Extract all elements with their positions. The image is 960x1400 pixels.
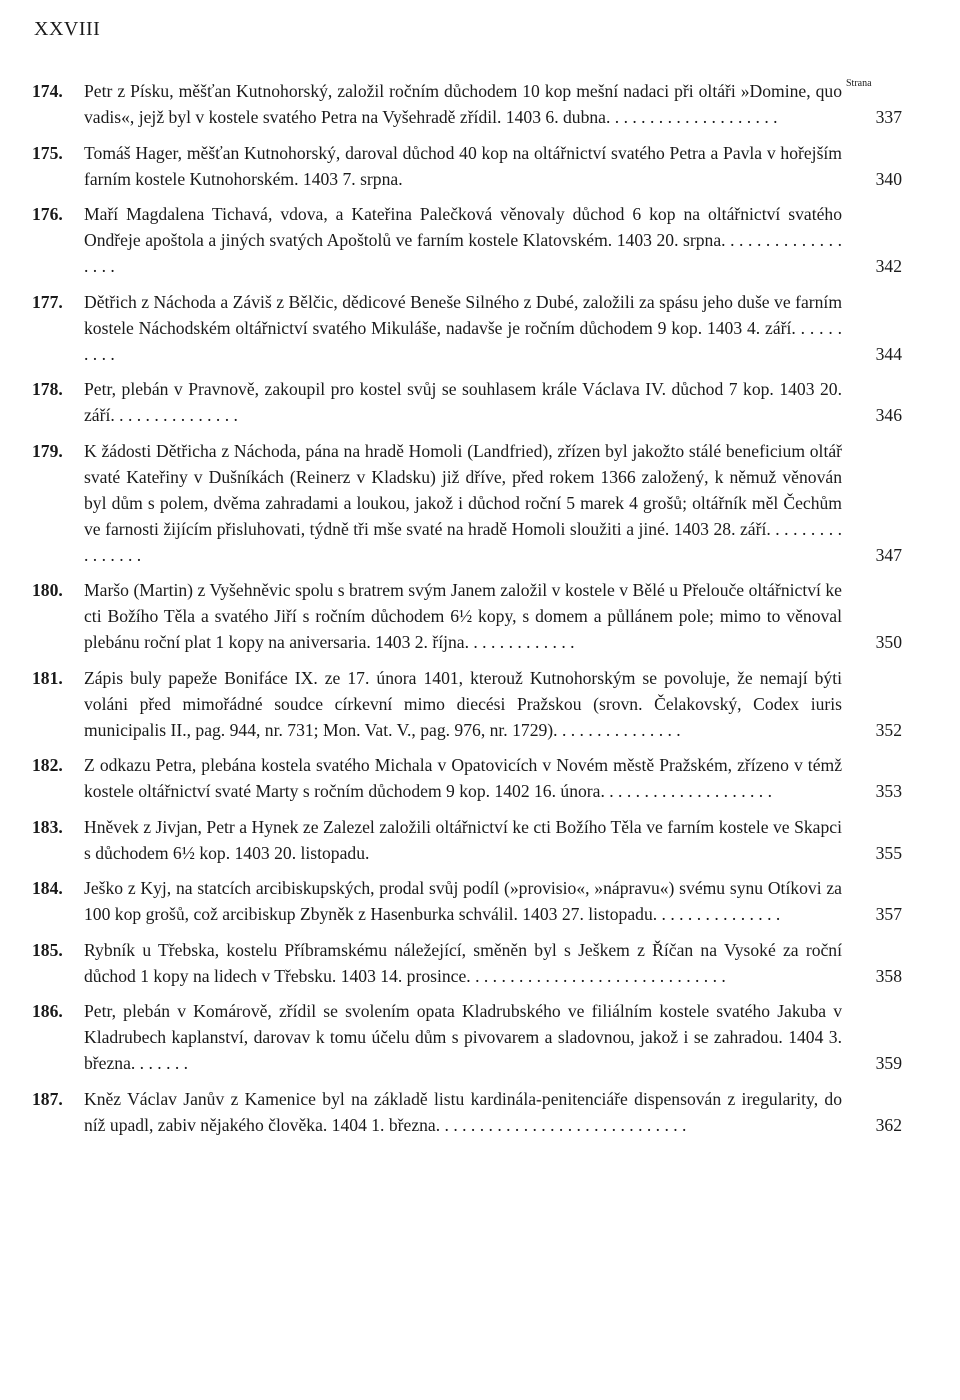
entry-177 (32, 289, 902, 367)
entry-page-ref: 342 (875, 256, 902, 276)
entry-number: 174. (32, 81, 63, 101)
entry-text: Dětřich z Náchoda a Záviš z Bělčic, dědicové Beneše Silného z Dubé, založili za spásu jeho duše ve farním kostele Náchodském oltářnictví svatého Mikuláše, nadavše je ročním důchodem 9 kop. 1403 4. září. . . . . . . . . . (84, 291, 842, 364)
entry-page-ref: 347 (875, 544, 902, 565)
entry-page-ref: 358 (875, 965, 902, 986)
entry-174 (32, 78, 902, 130)
entry-number: 178. (32, 379, 63, 399)
entry-text: Hněvek z Jivjan, Petr a Hynek ze Zalezel založili oltářnictví ke cti Božího Těla ve farním kostele ve Skapci s důchodem 6½ kop. 1403 20. listopadu. (84, 816, 842, 863)
entry-number: 183. (32, 816, 63, 837)
entry-page-ref: 353 (875, 781, 902, 801)
entry-176 (32, 201, 902, 279)
entry-182 (32, 752, 902, 804)
entry-page-ref: 357 (875, 904, 902, 924)
entry-page-ref: 337 (875, 107, 902, 127)
entry-number: 184. (32, 878, 63, 898)
entry-page-ref: 344 (875, 343, 902, 364)
entry-text: Ješko z Kyj, na statcích arcibiskupských, prodal svůj podíl (»provisio«, »nápravu«) svému synu Otíkovi za 100 kop grošů, což arcibiskup Zbyněk z Hasenburka schválil. 1403 27. listopadu. . . . . . . . . . . . . . . (84, 878, 842, 924)
entry-179 (32, 438, 902, 568)
entry-text: Petr z Písku, měšťan Kutnohorský, založil ročním důchodem 10 kop mešní nadaci při oltáři »Domine, quo vadis«, jejž byl v kostele svatého Petra na Vyšehradě zřídil. 1403 6. dubna. . . . . . . . . . . . . . . . . . . . (84, 81, 842, 127)
entry-text: Zápis buly papeže Bonifáce IX. ze 17. února 1401, kterouž Kutnohorským se povoluje, že nemají býti voláni před mimořádné soudce církevní mimo diecési Pražskou (srovn. Čelakovský, Codex iuris municipalis II., pag. 944, nr. 731; Mon. Vat. V., pag. 976, nr. 1729). . . . . . . . . . . . . . . (84, 667, 842, 740)
entry-text: Petr, plebán v Komárově, zřídil se svolením opata Kladrubského ve filiálním kostele svatého Jakuba v Kladrubech kaplanství, darovav k tomu účelu dům s pivovarem a sladovnou, jakož i se zahradou. 1404 3. března. . . . . . . (84, 1001, 842, 1073)
entry-page-ref: 340 (875, 168, 902, 189)
entry-175 (32, 140, 902, 192)
entry-183 (32, 814, 902, 866)
entry-text: Maršo (Martin) z Vyšehněvic spolu s bratrem svým Janem založil v kostele v Bělé u Přelouče oltářnictví ke cti Božího Těla a svatého Jiří s ročním důchodem 6½ kopy, s domem a půllánem pole; mimo to věnoval plebánu roční plat 1 kopy na aniversaria. 1403 2. října. . . . . . . . . . . . . (84, 580, 842, 652)
entry-number: 185. (32, 939, 63, 960)
entry-text: Tomáš Hager, měšťan Kutnohorský, daroval důchod 40 kop na oltářnictví svatého Petra a Pavla v hořejším farním kostele Kutnohorském. 1403 7. srpna. (84, 142, 842, 189)
entry-181 (32, 665, 902, 743)
entry-page-ref: 362 (875, 1114, 902, 1135)
entry-text: Rybník u Třebska, kostelu Příbramskému náležející, směněn byl s Ješkem z Říčan na Vysoké za roční důchod 1 kopy na lidech v Třebsku. 1403 14. prosince. . . . . . . . . . . . . . . . . . . . . . . . . . . . . . (84, 939, 842, 986)
entry-number: 179. (32, 440, 63, 461)
entry-number: 182. (32, 755, 63, 775)
entry-text: K žádosti Dětřicha z Náchoda, pána na hradě Homoli (Landfried), zřízen byl jakožto stálé beneficium oltář svaté Kateřiny v Dušníkách (Reinerz v Kladsku) již dříve, před rokem 1366 založený, k němuž věnován byl dům s polem, dvěma zahradami a loukou, jakož i důchod roční 5 marek 4 grošů; oltářník měl Čechům ve farnosti žijícím přisluhovati, týdně tři mše svaté na hradě Homoli sloužiti a jiné. 1403 28. září. . . . . . . . . . . . . . . . (84, 440, 842, 565)
entry-page-ref: 350 (875, 632, 902, 652)
entry-number: 175. (32, 142, 63, 163)
entry-page-ref: 352 (875, 719, 902, 740)
entry-text: Kněz Václav Janův z Kamenice byl na základě listu kardinála-penitenciáře dispensován z iregularity, do níž upadl, zabiv nějakého člověka. 1404 1. března. . . . . . . . . . . . . . . . . . . . . . . . . . . . . (84, 1088, 842, 1135)
entry-page-ref: 346 (875, 405, 902, 425)
entry-number: 186. (32, 1001, 63, 1021)
entry-number: 181. (32, 667, 63, 688)
column-header-page: Strana (846, 78, 872, 89)
entry-180 (32, 577, 902, 655)
entry-number: 177. (32, 291, 63, 312)
entry-number: 180. (32, 580, 63, 600)
entry-list (32, 78, 902, 1147)
entry-text: Z odkazu Petra, plebána kostela svatého Michala v Opatovicích v Novém městě Pražském, zřízeno v témž kostele oltářnictví svaté Marty s ročním důchodem 9 kop. 1402 16. února. . . . . . . . . . . . . . . . . . . . (84, 755, 842, 801)
entry-187 (32, 1086, 902, 1138)
page-number: XXVIII (34, 18, 101, 40)
entry-number: 176. (32, 204, 63, 224)
entry-number: 187. (32, 1088, 63, 1109)
entry-185 (32, 937, 902, 989)
entry-text: Maří Magdalena Tichavá, vdova, a Kateřina Palečková věnovaly důchod 6 kop na oltářnictví svatého Ondřeje apoštola a jiných svatých Apoštolů ve farním kostele Klatovském. 1403 20. srpna. . . . . . . . . . . . . . . . . . (84, 204, 842, 276)
entry-text: Petr, plebán v Pravnově, zakoupil pro kostel svůj se souhlasem krále Václava IV. důchod 7 kop. 1403 20. září. . . . . . . . . . . . . . . (84, 379, 842, 425)
entry-178 (32, 376, 902, 428)
entry-page-ref: 355 (875, 842, 902, 863)
entry-184 (32, 875, 902, 927)
entry-page-ref: 359 (875, 1053, 902, 1073)
entry-186 (32, 998, 902, 1076)
